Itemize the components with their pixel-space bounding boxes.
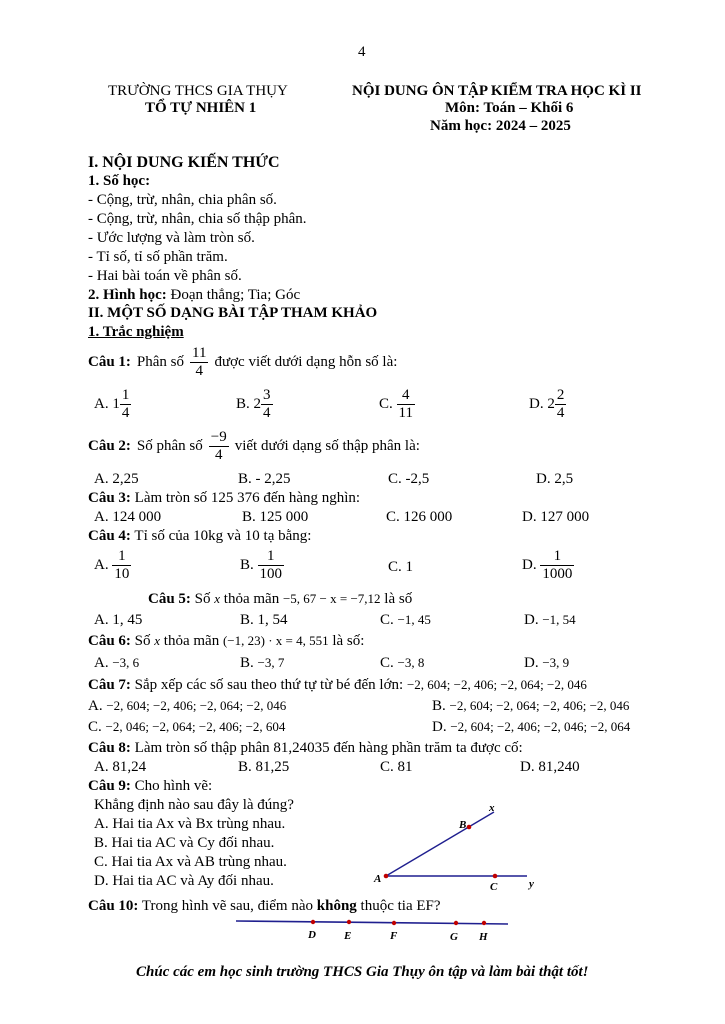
question-text: Số phân số	[136, 438, 203, 455]
school-name: TRƯỜNG THCS GIA THỤY	[108, 83, 288, 99]
option-b: B. $\frac{1}{100}$	[240, 548, 283, 583]
option-c: C. 81	[380, 759, 413, 775]
option-b: B. 125 000	[242, 509, 309, 525]
equation: (−1, 23) · x = 4, 551	[222, 633, 329, 648]
page-number: 4	[358, 44, 366, 60]
option-d: D. −3, 9	[524, 655, 570, 671]
question-label: Câu 3:	[88, 490, 131, 506]
question-label: Câu 7:	[88, 677, 131, 693]
label-g: G	[450, 931, 458, 943]
option-a: A. 1 $\frac{1}{4}$	[94, 387, 130, 422]
question-prompt: Khẳng định nào sau đây là đúng?	[94, 797, 294, 813]
label-x: x	[489, 802, 495, 814]
point-c	[493, 874, 498, 879]
section-1-heading: I. NỘI DUNG KIẾN THỨC	[88, 154, 280, 171]
option-c: C. Hai tia Ax và AB trùng nhau.	[94, 854, 287, 870]
label-y: y	[529, 878, 534, 890]
topic-item: - Cộng, trừ, nhân, chia phân số.	[88, 192, 277, 208]
point-e	[347, 920, 351, 924]
question-3	[88, 490, 360, 507]
question-text: Làm tròn số 125 376 đến hàng nghìn:	[130, 490, 361, 506]
subject-line: Môn: Toán – Khối 6	[445, 100, 574, 116]
point-b	[467, 825, 472, 830]
option-c: C. −3, 8	[380, 655, 425, 671]
question-8: Câu 8: Làm tròn số thập phân 81,24035 đến hàng phần trăm ta được cố:	[88, 740, 523, 756]
document-title: NỘI DUNG ÔN TẬP KIỂM TRA HỌC KÌ II	[352, 83, 642, 99]
option-a: A. Hai tia Ax và Bx trùng nhau.	[94, 816, 286, 832]
point-d	[311, 920, 315, 924]
fraction: $\frac{11}{4}$	[192, 345, 207, 380]
option-c: C. 126 000	[386, 509, 453, 525]
question-5: Câu 5: Số x thỏa mãn −5, 67 − x = −7,12 là số	[148, 591, 413, 607]
option-c: C. −2, 046; −2, 064; −2, 406; −2, 604	[88, 719, 286, 735]
question-10: Câu 10: Trong hình vẽ sau, điểm nào không thuộc tia EF?	[88, 898, 441, 914]
option-c: C. $\frac{4}{11}$	[379, 387, 413, 422]
geometry-label: 2. Hình học:	[88, 287, 167, 303]
option-b: B. −2, 604; −2, 064; −2, 406; −2, 046	[432, 698, 630, 714]
label-a: A	[374, 873, 382, 885]
option-d: D. 127 000	[522, 509, 590, 525]
option-a: A. −2, 604; −2, 406; −2, 064; −2, 046	[88, 698, 287, 714]
option-a: A. 81,24	[94, 759, 147, 775]
label-e: E	[344, 930, 352, 942]
question-4	[88, 528, 311, 545]
option-c: C. −1, 45	[380, 612, 431, 628]
option-a: A. −3, 6	[94, 655, 140, 671]
label-c: C	[490, 881, 498, 893]
topic-item: - Tỉ số, tỉ số phần trăm.	[88, 249, 228, 265]
option-d: D. Hai tia AC và Ay đối nhau.	[94, 873, 274, 889]
question-label: Câu 4:	[88, 528, 131, 544]
question-2	[88, 429, 420, 465]
question-label: Câu 10:	[88, 898, 139, 914]
fraction: $\frac{-9}{4}$	[210, 429, 227, 464]
option-b: B. −3, 7	[240, 655, 285, 671]
option-b: B. 2 $\frac{3}{4}$	[236, 387, 271, 422]
option-a: A. $\frac{1}{10}$	[94, 548, 130, 583]
option-b: B. - 2,25	[238, 471, 291, 487]
section-2-sub-mcq: 1. Trắc nghiệm	[88, 324, 184, 340]
section-1-sub-geometry	[88, 287, 300, 304]
topic-item: - Hai bài toán về phân số.	[88, 268, 242, 284]
question-text: viết dưới dạng số thập phân là:	[234, 438, 420, 455]
line-dh	[236, 921, 508, 924]
label-f: F	[390, 930, 398, 942]
line-figure	[236, 915, 516, 945]
point-f	[392, 921, 396, 925]
question-text: Tỉ số của 10kg và 10 tạ bằng:	[130, 528, 312, 544]
option-c: C. -2,5	[388, 471, 430, 487]
question-7: Câu 7: Sắp xếp các số sau theo thứ tự từ bé đến lớn: −2, 604; −2, 406; −2, 064; −2, 046	[88, 677, 587, 693]
option-d: D. −1, 54	[524, 612, 576, 628]
equation: −5, 67 − x = −7,12	[282, 591, 381, 606]
point-g	[454, 921, 458, 925]
option-a: A. 1, 45	[94, 612, 143, 628]
question-1	[88, 345, 397, 381]
question-text: được viết dưới dạng hỗn số là:	[214, 354, 398, 371]
option-b: B. 81,25	[238, 759, 290, 775]
option-d: D. 2,5	[536, 471, 574, 487]
question-label: Câu 6:	[88, 633, 131, 649]
option-d: D. $\frac{1}{1000}$	[522, 548, 573, 583]
section-1-sub-arithmetic: 1. Số học:	[88, 173, 151, 189]
point-h	[482, 921, 486, 925]
label-d: D	[308, 929, 316, 941]
question-text: Phân số	[136, 354, 185, 371]
department-name: TỔ TỰ NHIÊN 1	[145, 100, 257, 116]
option-b: B. 1, 54	[240, 612, 288, 628]
label-h: H	[479, 931, 488, 943]
closing-message: Chúc các em học sinh trường THCS Gia Thụy ôn tập và làm bài thật tốt!	[136, 964, 589, 980]
option-c: C. 1	[388, 559, 414, 575]
option-a: A. 2,25	[94, 471, 139, 487]
option-d: D. −2, 604; −2, 406; −2, 046; −2, 064	[432, 719, 631, 735]
topic-item: - Cộng, trừ, nhân, chia số thập phân.	[88, 211, 307, 227]
ray-figure	[370, 798, 550, 896]
section-2-heading: II. MỘT SỐ DẠNG BÀI TẬP THAM KHẢO	[88, 305, 378, 321]
label-b: B	[459, 819, 467, 831]
option-d: D. 81,240	[520, 759, 580, 775]
option-d: D. 2 $\frac{2}{4}$	[529, 387, 565, 422]
question-label: Câu 5:	[148, 591, 191, 607]
option-b: B. Hai tia AC và Cy đối nhau.	[94, 835, 275, 851]
geometry-text: Đoạn thẳng; Tia; Góc	[166, 287, 301, 303]
question-label: Câu 2:	[88, 438, 131, 455]
school-year: Năm học: 2024 – 2025	[430, 118, 571, 134]
ray-ax	[386, 812, 494, 876]
question-label: Câu 1:	[88, 354, 131, 371]
question-6: Câu 6: Số x thỏa mãn (−1, 23) · x = 4, 551 là số:	[88, 633, 365, 649]
question-9: Câu 9: Cho hình vẽ:	[88, 778, 213, 794]
question-label: Câu 8:	[88, 740, 131, 756]
option-a: A. 124 000	[94, 509, 162, 525]
point-a	[384, 874, 389, 879]
question-label: Câu 9:	[88, 778, 131, 794]
topic-item: - Ước lượng và làm tròn số.	[88, 230, 255, 246]
